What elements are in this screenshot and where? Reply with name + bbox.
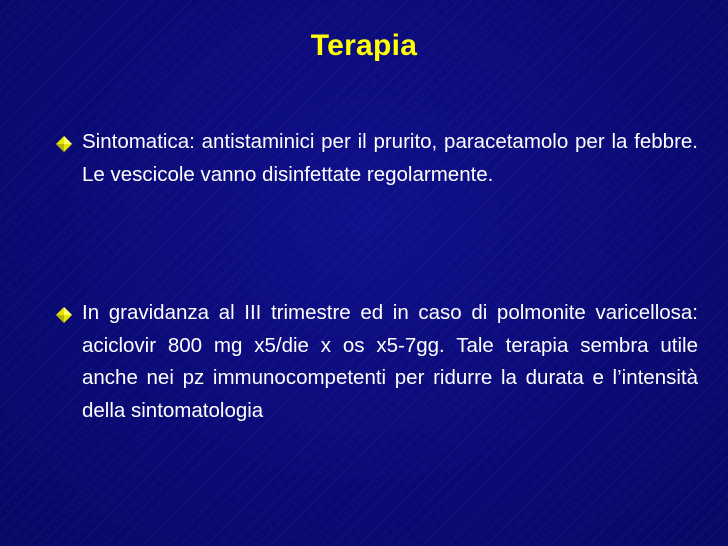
- bullet-text: In gravidanza al III trimestre ed in caso di polmonite varicellosa: aciclovir 800 mg x5/die x os x5-7gg. Tale terapia sembra utile anche nei pz immunocompetenti per ridurre la durata e l’intensità della sintomatologia: [82, 301, 698, 422]
- diamond-bullet-icon: [56, 136, 72, 152]
- bullet-text: Sintomatica: antistaminici per il prurito, paracetamolo per la febbre. Le vescicole vanno disinfettate regolarmente.: [82, 130, 698, 186]
- diamond-bullet-icon: [56, 307, 72, 323]
- bullet-item: [60, 126, 698, 191]
- bullet-item: [60, 297, 698, 427]
- slide-title: Terapia: [310, 29, 418, 62]
